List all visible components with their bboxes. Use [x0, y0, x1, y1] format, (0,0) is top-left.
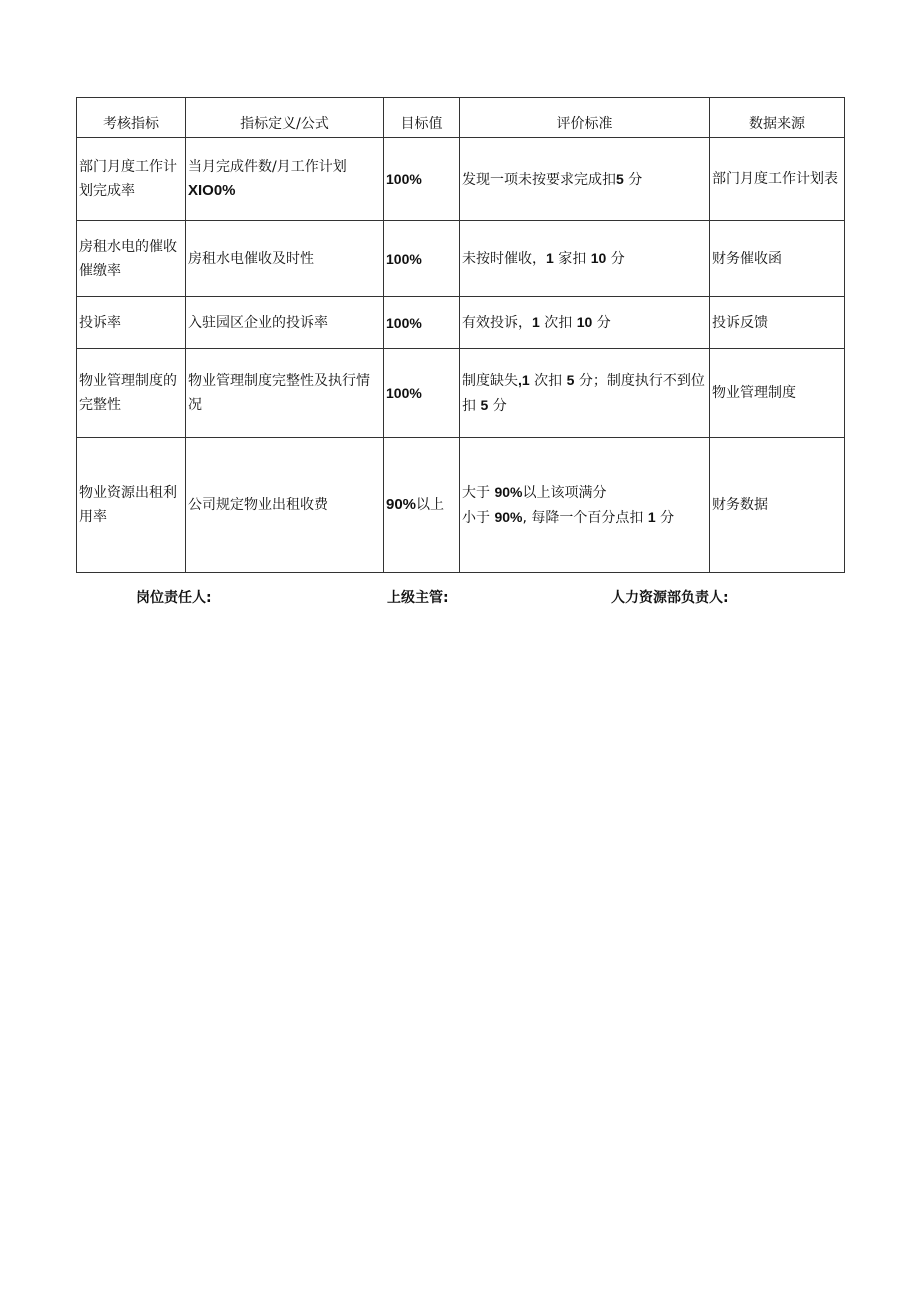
criteria-line: 大于 90%以上该项满分: [462, 484, 607, 501]
header-definition: 指标定义/公式: [186, 98, 384, 138]
criteria-line: 小于 90%, 每降一个百分点扣 1 分: [462, 509, 675, 526]
header-criteria: 评价标准: [460, 98, 710, 138]
table-header-row: [77, 98, 845, 138]
table-row: [77, 438, 845, 573]
cell-criteria: 发现一项未按要求完成扣5 分: [460, 138, 710, 221]
cell-indicator: 物业资源出租利用率: [77, 438, 186, 573]
cell-definition: [186, 138, 384, 221]
signature-supervisor: 上级主管:: [387, 590, 449, 606]
cell-criteria: 制度缺失,1 次扣 5 分；制度执行不到位扣 5 分: [460, 349, 710, 438]
cell-target: 100%: [384, 138, 460, 221]
cell-criteria: 有效投诉，1 次扣 10 分: [460, 297, 710, 349]
cell-criteria: [460, 438, 710, 573]
cell-source: 财务催收函: [710, 221, 845, 297]
cell-target: 100%: [384, 349, 460, 438]
cell-source: 投诉反馈: [710, 297, 845, 349]
cell-target: 90%以上: [384, 438, 460, 573]
table-row: [77, 221, 845, 297]
header-indicator: 考核指标: [77, 98, 186, 138]
table-row: [77, 297, 845, 349]
cell-target: 100%: [384, 221, 460, 297]
cell-definition: 公司规定物业出租收费: [186, 438, 384, 573]
cell-definition: 物业管理制度完整性及执行情况: [186, 349, 384, 438]
definition-formula: XIO0%: [188, 182, 236, 199]
cell-indicator: 投诉率: [77, 297, 186, 349]
cell-source: 财务数据: [710, 438, 845, 573]
signature-hr-head: 人力资源部负责人:: [611, 590, 729, 606]
cell-indicator: 房租水电的催收催缴率: [77, 221, 186, 297]
cell-source: 物业管理制度: [710, 349, 845, 438]
cell-indicator: 部门月度工作计划完成率: [77, 138, 186, 221]
cell-definition: 房租水电催收及时性: [186, 221, 384, 297]
cell-indicator: 物业管理制度的完整性: [77, 349, 186, 438]
cell-criteria: 未按时催收，1 家扣 10 分: [460, 221, 710, 297]
table-row: [77, 349, 845, 438]
table-row: [77, 138, 845, 221]
kpi-table: [76, 97, 845, 573]
cell-source: 部门月度工作计划表: [710, 138, 845, 221]
cell-definition: 入驻园区企业的投诉率: [186, 297, 384, 349]
header-source: 数据来源: [710, 98, 845, 138]
header-target: 目标值: [384, 98, 460, 138]
cell-target: 100%: [384, 297, 460, 349]
signature-line: [0, 586, 920, 610]
definition-line: 当月完成件数/月工作计划: [188, 159, 347, 175]
signature-position-owner: 岗位责任人:: [136, 590, 212, 606]
